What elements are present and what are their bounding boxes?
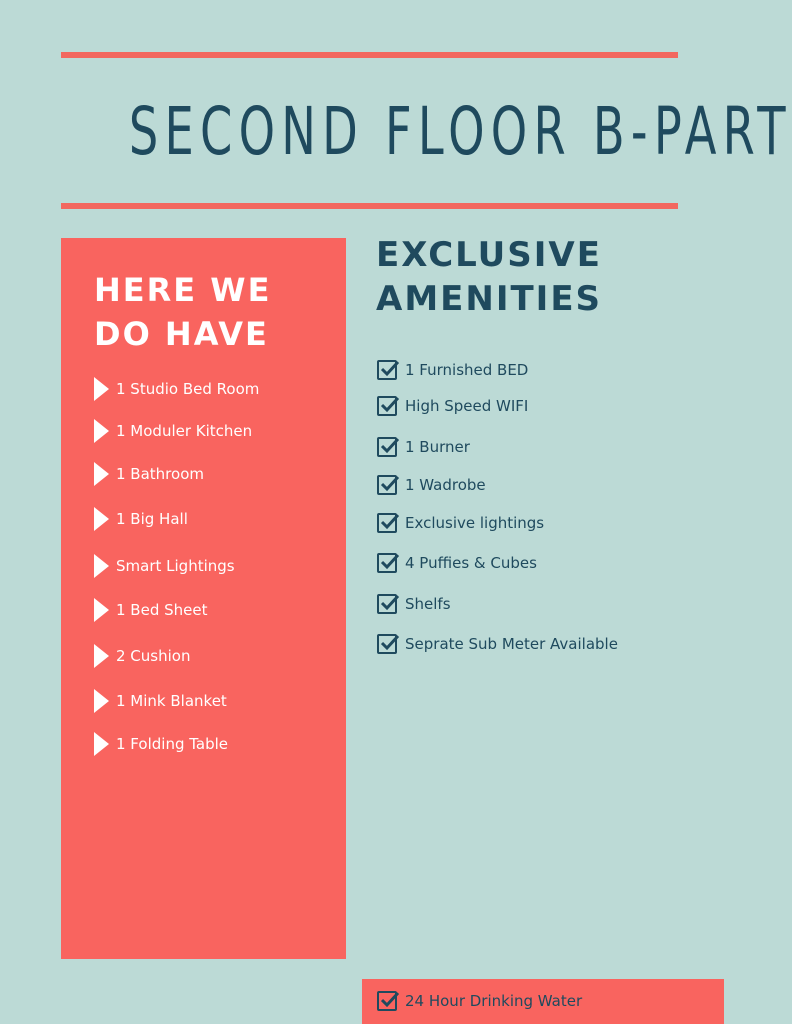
feature-label: 2 Cushion bbox=[116, 647, 191, 665]
amenity-label: 1 Burner bbox=[405, 438, 470, 456]
checkbox-checked-icon bbox=[377, 396, 397, 416]
triangle-right-icon bbox=[94, 598, 109, 622]
triangle-right-icon bbox=[94, 689, 109, 713]
checkbox-checked-icon bbox=[377, 991, 397, 1011]
checkbox-checked-icon bbox=[377, 513, 397, 533]
triangle-right-icon bbox=[94, 462, 109, 486]
feature-label: Smart Lightings bbox=[116, 557, 235, 575]
feature-label: 1 Moduler Kitchen bbox=[116, 422, 253, 440]
amenities-heading-text: EXCLUSIVE AMENITIES bbox=[376, 235, 603, 319]
checkbox-checked-icon bbox=[377, 553, 397, 573]
amenity-label: 1 Furnished BED bbox=[405, 361, 529, 379]
features-heading: HERE WE DO HAVE bbox=[94, 271, 272, 353]
triangle-right-icon bbox=[94, 554, 109, 578]
amenity-label: 4 Puffies & Cubes bbox=[405, 554, 537, 572]
checkbox-checked-icon bbox=[377, 594, 397, 614]
page-title: SECOND FLOOR B-PART bbox=[128, 93, 792, 170]
amenity-label: Seprate Sub Meter Available bbox=[405, 635, 618, 653]
triangle-right-icon bbox=[94, 377, 109, 401]
feature-label: 1 Bathroom bbox=[116, 465, 204, 483]
feature-label: 1 Big Hall bbox=[116, 510, 188, 528]
checkbox-checked-icon bbox=[377, 437, 397, 457]
title-divider bbox=[61, 203, 678, 209]
triangle-right-icon bbox=[94, 732, 109, 756]
triangle-right-icon bbox=[94, 419, 109, 443]
amenity-label: 24 Hour Drinking Water bbox=[405, 992, 583, 1010]
amenity-label: Exclusive lightings bbox=[405, 514, 545, 532]
feature-label: 1 Folding Table bbox=[116, 735, 229, 753]
bottom-banner bbox=[362, 979, 724, 1024]
feature-label: 1 Studio Bed Room bbox=[116, 380, 260, 398]
amenities-heading bbox=[376, 233, 724, 321]
triangle-right-icon bbox=[94, 507, 109, 531]
amenity-label: High Speed WIFI bbox=[405, 397, 529, 415]
checkbox-checked-icon bbox=[377, 475, 397, 495]
triangle-right-icon bbox=[94, 644, 109, 668]
amenity-label: Shelfs bbox=[405, 595, 451, 613]
amenity-label: 1 Wadrobe bbox=[405, 476, 486, 494]
feature-label: 1 Bed Sheet bbox=[116, 601, 208, 619]
checkbox-checked-icon bbox=[377, 360, 397, 380]
top-divider bbox=[61, 52, 678, 58]
feature-label: 1 Mink Blanket bbox=[116, 692, 227, 710]
checkbox-checked-icon bbox=[377, 634, 397, 654]
features-panel bbox=[61, 238, 346, 959]
